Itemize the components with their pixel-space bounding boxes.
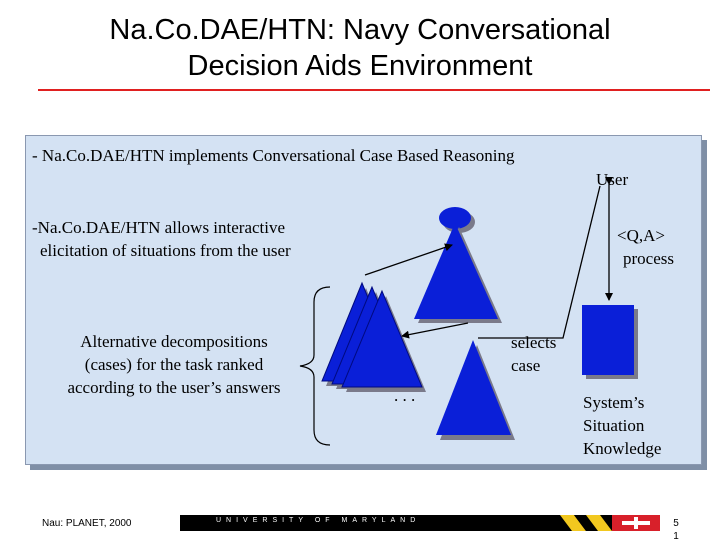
- knowledge-label-line3: Knowledge: [583, 439, 662, 458]
- slide-title-line2: Decision Aids Environment: [187, 50, 533, 82]
- maryland-flag-icon: [560, 515, 660, 531]
- page-number-line2: 1: [673, 531, 679, 542]
- qa-label-line2: process: [623, 249, 674, 268]
- more-alternatives-ellipsis: . . .: [394, 386, 416, 405]
- qa-label-line1: <Q,A>: [617, 226, 665, 245]
- alternatives-label-line2: (cases) for the task ranked: [84, 355, 264, 374]
- slide-title-line1: Na.Co.DAE/HTN: Navy Conversational: [109, 14, 611, 46]
- user-label: User: [596, 170, 629, 189]
- bullet-elicitation-line1: -Na.Co.DAE/HTN allows interactive: [32, 218, 286, 237]
- knowledge-label-line2: Situation: [583, 416, 645, 435]
- footer-author: Nau: PLANET, 2000: [42, 518, 132, 529]
- selects-label-line1: selects: [511, 333, 557, 352]
- knowledge-label-line1: System’s: [583, 393, 645, 412]
- situation-knowledge-box: [582, 305, 634, 375]
- alternatives-label-line3: according to the user’s answers: [67, 378, 281, 397]
- bullet-ccbr: - Na.Co.DAE/HTN implements Conversational Case Based Reasoning: [32, 146, 515, 165]
- page-number: [669, 517, 683, 543]
- top-to-alternatives-arrow: [402, 323, 468, 336]
- page-number-line1: 5: [673, 518, 679, 529]
- top-task-triangle: [414, 223, 498, 319]
- university-banner-text: UNIVERSITY OF MARYLAND: [216, 517, 421, 524]
- bullet-elicitation-line2: elicitation of situations from the user: [40, 241, 291, 260]
- selected-case-triangle: [436, 340, 511, 435]
- selects-label-line2: case: [511, 356, 541, 375]
- alternatives-label-line1: Alternative decompositions: [80, 332, 268, 351]
